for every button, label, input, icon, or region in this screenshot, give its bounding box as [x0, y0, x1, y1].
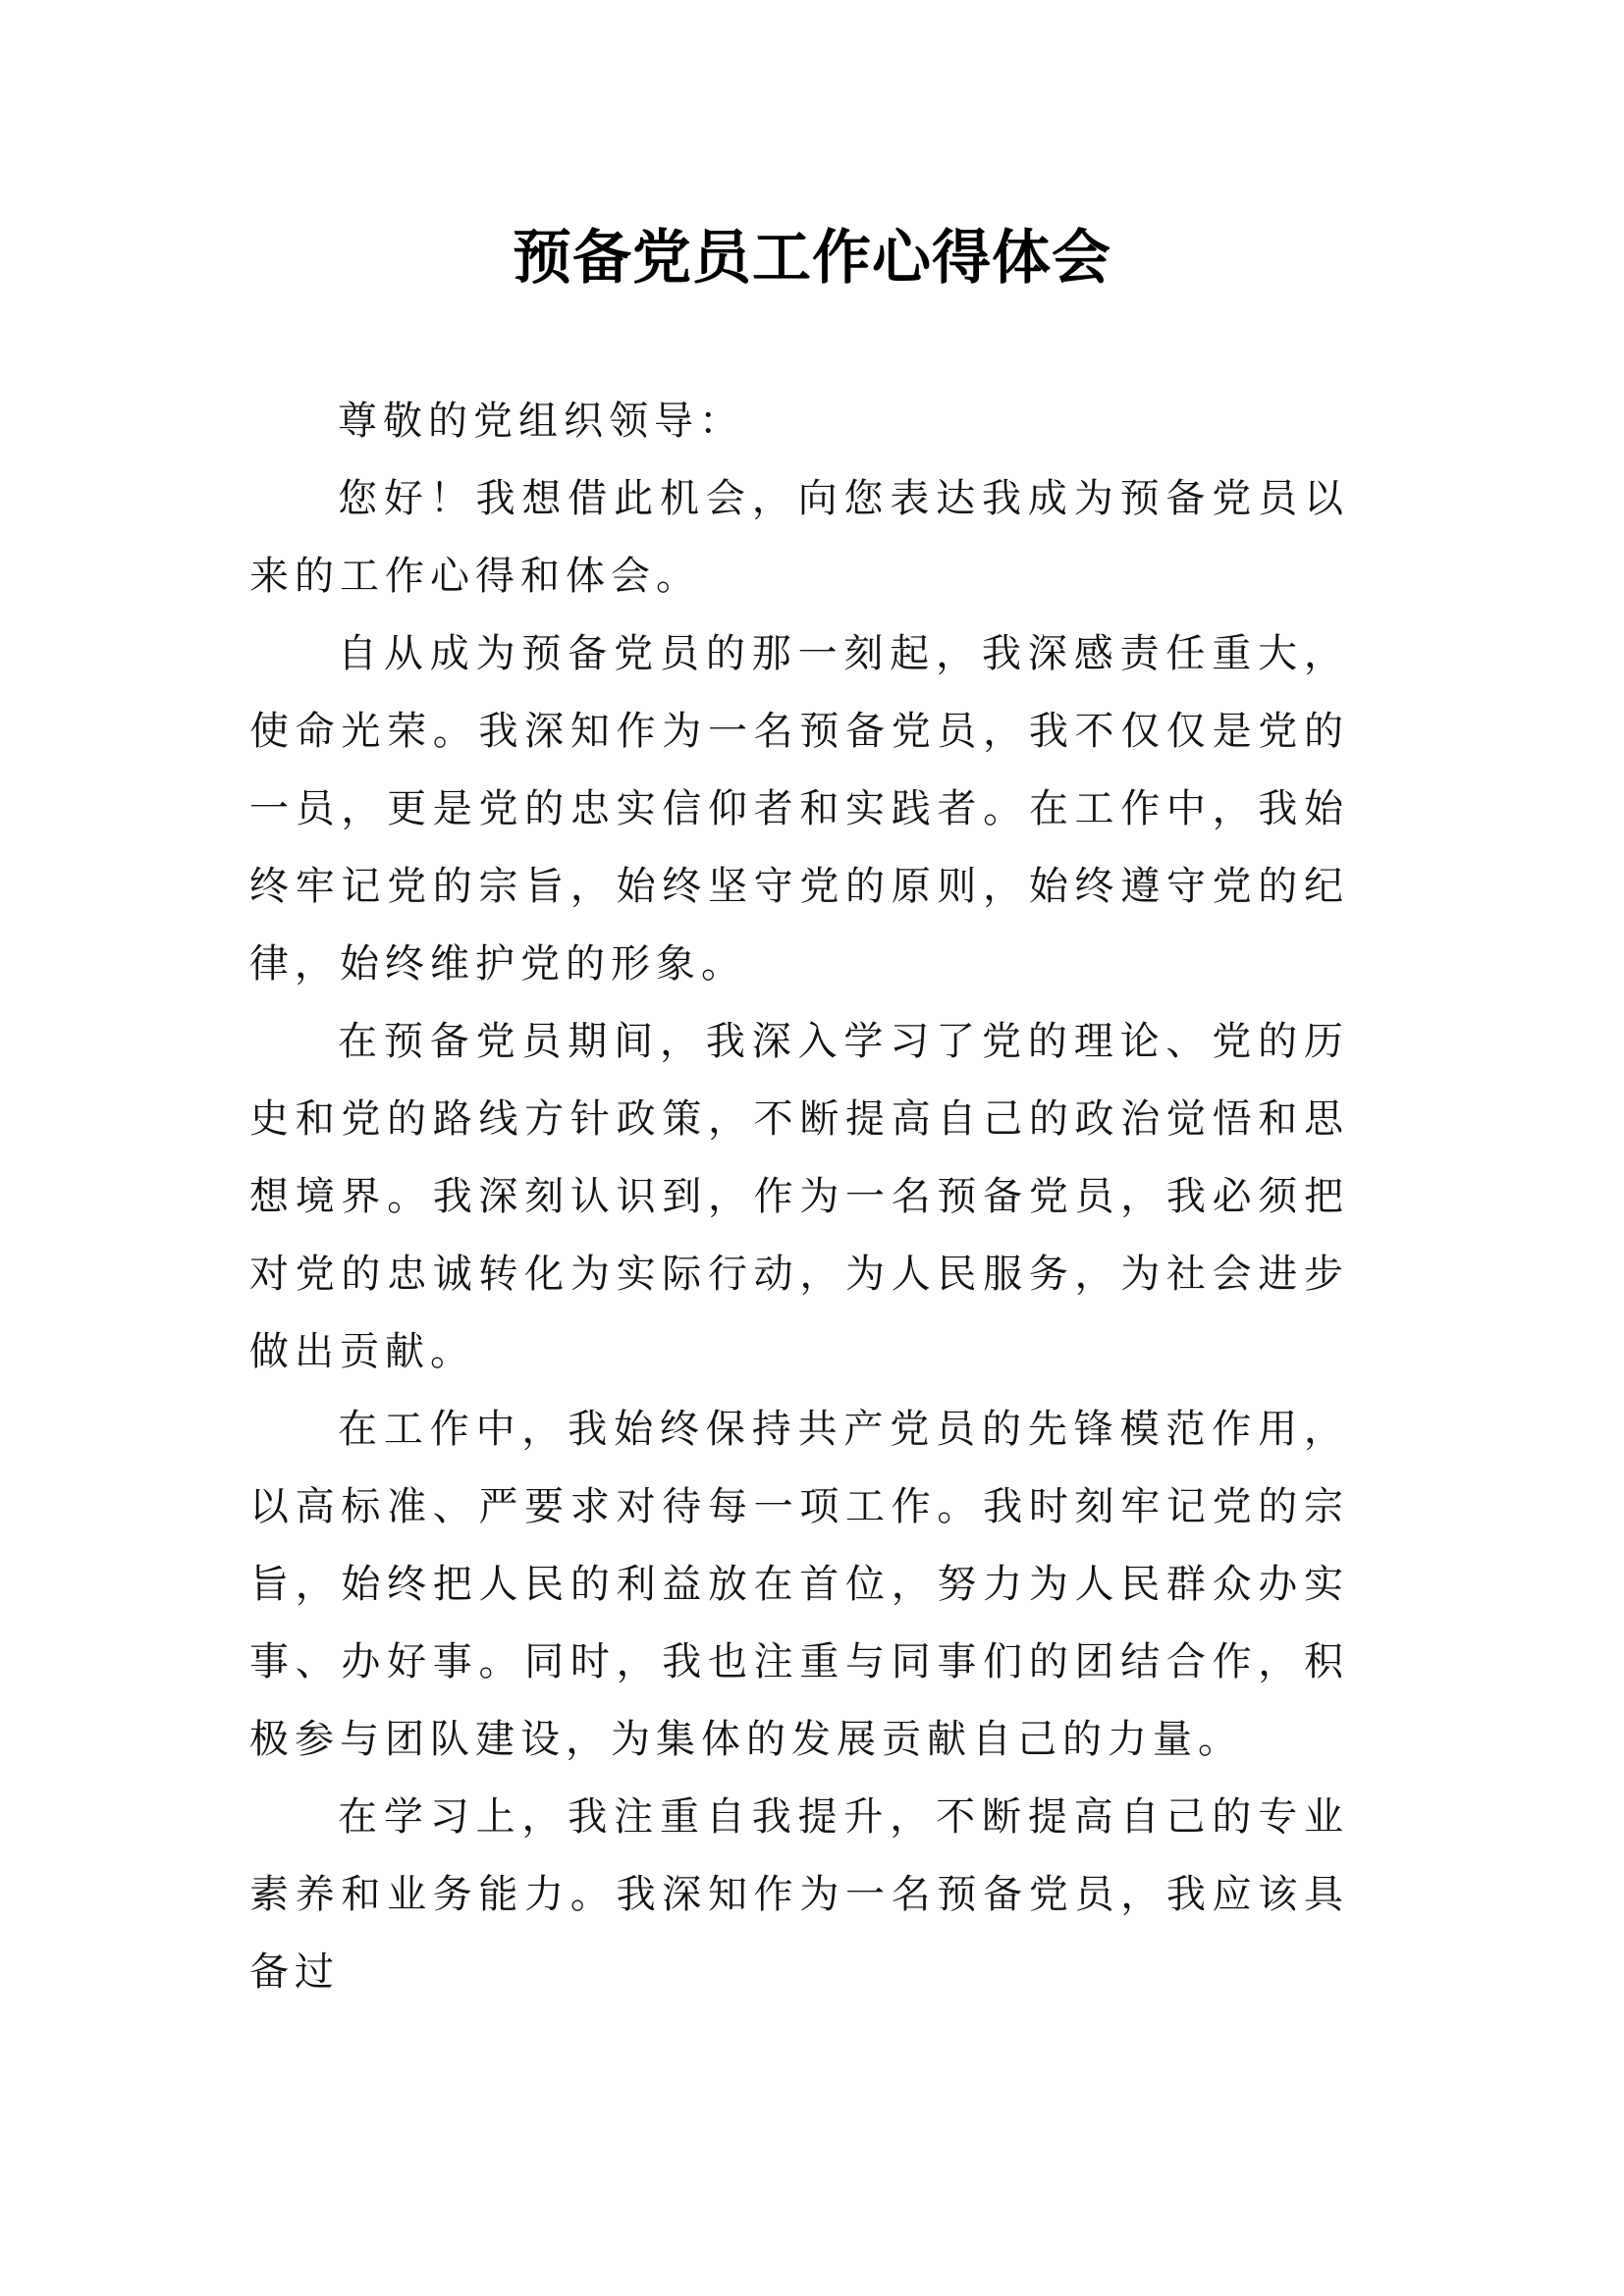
document-title: 预备党员工作心得体会 [513, 224, 1111, 293]
body-paragraph: 在学习上，我注重自我提升，不断提高自己的专业素养和业务能力。我深知作为一名预备党员，我应该具备过 [249, 1794, 1349, 1995]
body-paragraph: 自从成为预备党员的那一刻起，我深感责任重大，使命光荣。我深知作为一名预备党员，我不仅仅是党的一员，更是党的忠实信仰者和实践者。在工作中，我始终牢记党的宗旨，始终坚守党的原则，始终遵守党的纪律，始终维护党的形象。 [249, 631, 1349, 987]
body-paragraph: 在预备党员期间，我深入学习了党的理论、党的历史和党的路线方针政策，不断提高自己的政治觉悟和思想境界。我深刻认识到，作为一名预备党员，我必须把对党的忠诚转化为实际行动，为人民服务，为社会进步做出贡献。 [249, 1019, 1349, 1374]
greeting-paragraph: 您好！我想借此机会，向您表达我成为预备党员以来的工作心得和体会。 [249, 476, 1349, 599]
document-body [249, 383, 1349, 2011]
body-paragraph: 在工作中，我始终保持共产党员的先锋模范作用，以高标准、严要求对待每一项工作。我时刻牢记党的宗旨，始终把人民的利益放在首位，努力为人民群众办实事、办好事。同时，我也注重与同事们的团结合作，积极参与团队建设，为集体的发展贡献自己的力量。 [249, 1407, 1349, 1762]
salutation-paragraph: 尊敬的党组织领导： [338, 399, 744, 444]
